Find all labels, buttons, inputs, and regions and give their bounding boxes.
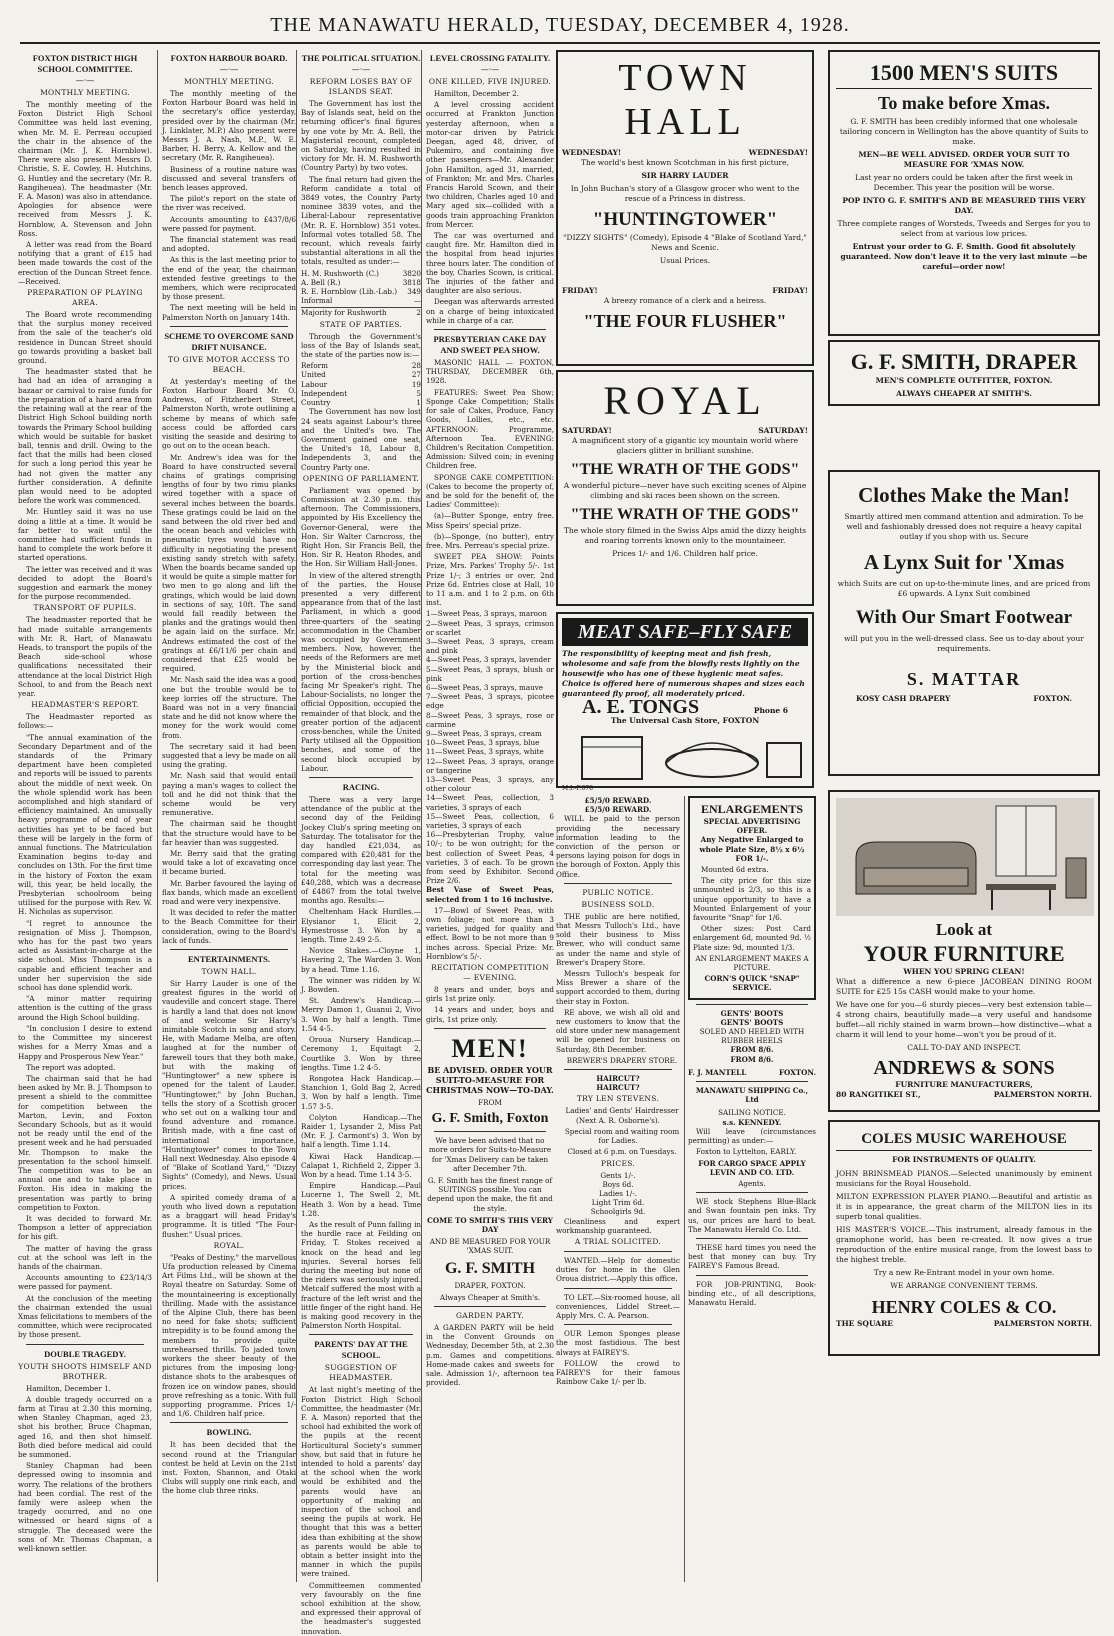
classified-column: £5/5/0 REWARD. £5/5/0 REWARD. WILL be paid to the person providing the necessary information leading to the conviction of the person or persons laying poison for dogs in the borough of Foxton. Apply this Office. PUBLIC NOTICE. BUSINESS SOLD. THE public are here notified, that Messrs Tulloch's Ltd., have sold their business to Miss Brewer, who will conduct same as under the name and style of Brewer's Drapery Store. Messrs Tulloch's bespeak for Miss Brewer a share of the support accorded to them, during their stay in Foxton. RE above, we wish all old and new customers to know that the old store under new management will be opened for business on Saturday, 8th December. BREWER'S DRAPERY STORE. HAIRCUT? HAIRCUT? TRY LEN STEVENS. Ladies' and Gents' Hairdresser (Next A. R. Osborne's). Special room and waiting room for Ladies. Closed at 6 p.m. on Tuesdays. PRICES. Gents 1/-. Boys 6d. Ladies 1/-. Light Trim 6d. Schoolgirls 9d. Cleanliness and expert workmanship guaranteed. A TRIAL SOLICITED. WANTED.—Help for domestic duties for home in the Glen Oroua district.—Apply this office. TO LET.—Six-roomed house, all conveniences, Liddel Street.—Apply Mrs. C. A. Pearson. OUR Lemon Sponges please the most fastidious. The best always at FAIREY'S. FOLLOW the crowd to FAIREY'S for their famous Rainbow Cake 1/- per lb. [556, 796, 680, 1387]
paragraph: Mr. Nash said that would entail paying a man's wages to collect the toll and he did not think that the scheme would be very remunerative. [162, 771, 296, 818]
paragraph: RE above, we wish all old and new customers to know that the old store under new management will be opened for business on Saturday, 8th December. [556, 1007, 680, 1054]
paragraph: Stanley Chapman had been depressed owing to insomnia and worry. The relations of the brothers had been cordial. The rest of the family were asleep when the tragedy occurred, and no one witnessed or heard signs of a struggle. The deceased were the sons of Mr. Thomas Chapman, a well-known settler. [18, 1461, 152, 1554]
list-item: 11—Sweet Peas, 3 sprays, white [426, 747, 544, 757]
paragraph: Empire Handicap.—Paul Lucerne 1, The Swell 2, Mt. Heath 3. Won by a head. Time 1.28. [301, 1181, 421, 1218]
paragraph: Sir Harry Lauder is one of the greatest figures in the world of vaudeville and concert stage. There is hardly a land that does not know of and welcome Sir Harry's inimitable Scotch in song and story. He, with Madame Melba, are often laughed at for the number of farewell tours that they both make, but with the making of "Huntingtower" a new sphere is opened for the talent of Lauder. "Huntingtower," by John Buchan, tells the story of a Scottish grocer who set out on a walking tour and found adventure and romance. British made, with a fine cast of international importance, "Huntingtower" comes to the Town Hall next Wednesday. Also episode 4 of "Blake of Scotland Yard," "Dizzy Sights" (Comedy), and News. Usual prices. [162, 979, 296, 1191]
paragraph: The next meeting will be held in Palmerston North on January 14th. [162, 303, 296, 322]
paragraph: A double tragedy occurred on a farm at Tirau at 2.30 this morning, when Stanley Chapman, aged 23, shot his brother, Bruce Chapman, aged 16, and then shot himself. Both died before medical aid could be summoned. [18, 1394, 152, 1460]
subheadline: OPENING OF PARLIAMENT. [302, 473, 420, 483]
paragraph: FEATURES: Sweet Pea Show; Sponge Cake Competition; Stalls for sale of Cakes, Produce, Fancy Goods, Lollies, etc., etc. AFTERNOON: Programme, Afternoon Tea. EVENING: Children's Recitation Competition. Admission: Silved coin; in evening Children free. [426, 387, 554, 471]
classified-ad: OUR Lemon Sponges please the most fastidious. The best always at FAIREY'S. [556, 1329, 680, 1357]
list-item: 3—Sweet Peas, 3 sprays, cream and pink [426, 636, 554, 656]
list-item: 6—Sweet Peas, 3 sprays, mauve [426, 682, 544, 692]
subheadline: MONTHLY MEETING. [40, 88, 130, 97]
ad-title: TOWN HALL [618, 57, 752, 143]
headline: FOXTON DISTRICT HIGH SCHOOL COMMITTEE. [32, 53, 138, 74]
ad-title: ROYAL [603, 378, 767, 423]
list-item: 13—Sweet Peas, 3 sprays, any other colour [426, 775, 554, 794]
headline: BOWLING. [206, 1427, 252, 1438]
headline: ENTERTAINMENTS. [188, 954, 270, 965]
list-item: 4—Sweet Peas, 3 sprays, lavender [426, 655, 551, 665]
paragraph: The report was adopted. [26, 1062, 116, 1072]
headline: THE POLITICAL SITUATION. [301, 53, 421, 63]
paragraph: The monthly meeting of the Foxton Harbour Board was held in the secretary's office yesterday, presided over by the chairman (Mr. J. Linklater, M.P.) Also present were Messrs J. A. Nash, M.P., W. E. Barber, H. Berry, A. Kellow and the secretary (Mr. R. Rangiheuea). [162, 89, 296, 163]
headline: DOUBLE TRAGEDY. [44, 1348, 126, 1359]
headline: PRESBYTERIAN CAKE DAY AND SWEET PEA SHOW. [433, 334, 547, 356]
paragraph: SPONGE CAKE COMPETITION: (Cakes to become the property of, and be sold for the benefit of, the Ladies' Committee): [426, 472, 554, 510]
paragraph: As this is the last meeting prior to the end of the year, the chairman extended festive greetings to the members, which were reciprocated by those present. [162, 255, 296, 302]
party-row: Labour 19 [301, 379, 421, 389]
paragraph: The Headmaster reported as follows:— [18, 712, 152, 731]
list-item: 10—Sweet Peas, 3 sprays, blue [426, 738, 540, 748]
vote-row: A. Bell (R.) 3818 [301, 277, 421, 287]
party-row: Reform 28 [301, 361, 421, 371]
list-item: 15—Sweet Peas, collection, 6 varieties, 3 sprays of each [426, 811, 554, 831]
paragraph: Business of a routine nature was discussed and several transfers of bench leases approved. [162, 164, 296, 193]
vote-row: H. M. Rushworth (C.) 3820 [301, 268, 421, 278]
party-row: Country 1 [301, 398, 421, 408]
paragraph: Novice Stakes.—Cloyne 1, Havering 2, The Warden 3. Won by a head. Time 1.16. [301, 946, 421, 974]
subheadline: REFORM LOSES BAY OF ISLANDS SEAT. [309, 77, 413, 96]
paragraph: SWEET PEA SHOW: Points Prize, Mrs. Parkes' Trophy 5/-. 1st Prize 1/-; 3 entries or over, 2nd Prize 6d. Entries close at Hall, 10 to 11 a.m. and 1 to 2 p.m. on 6th inst. [426, 552, 554, 608]
classified-ad: WE stock Stephens Blue-Black and Swan fountain pen inks. Try us, our prices are hard to beat. The Manawatu Herald Co. Ltd. [688, 1197, 816, 1234]
paragraph: A level crossing accident occurred at Frankton Junction yesterday afternoon, when a motor-car driven by Patrick Deegan, aged 48, driver, of Pukemiro, and containing five other passengers—Mr. Alexander John Hamilton, aged 31, married, of Frankton; Mr. and Mrs. Charles Francis Harold Scown, and their two children, Charles aged 10 and Mary aged six—collided with a goods train approaching Frankton from Mercer. [426, 100, 554, 229]
list-item: 1—Sweet Peas, 3 sprays, maroon [426, 609, 547, 619]
paragraph: Messrs Tulloch's bespeak for Miss Brewer a share of the support accorded to them, during their stay in Foxton. [556, 969, 680, 1006]
paragraph: Accounts amounting to £437/8/6 were passed for payment. [162, 214, 296, 233]
subheadline: MONTHLY MEETING. [184, 77, 274, 86]
party-table [301, 361, 421, 407]
ad-title: G. F. SMITH, DRAPER [850, 349, 1078, 374]
paragraph: "Peaks of Destiny," the marvellous Ufa production released by Cinema Art Films Ltd., will be shown at the Royal theatre on Saturday. Some of the mountaineering is exceptionally thrilling. Made with the assistance of the Alpine Club, there has been no need for fake shots; sufficient intrepidity is to be found among the members to provide quite unrehearsed thrills. To jaded town workers the sheer beauty of the pictures from the imposing long-distance shots to the arabesques of frozen ice on window panes, should prove refreshing as a tonic. With full supporting programme. Prices 1/- and 1/6. Children half price. [162, 1252, 296, 1419]
subheadline: RECITATION COMPETITION — EVENING. [431, 963, 549, 983]
meat-safe-icon [767, 743, 801, 777]
classified-ad: WANTED.—Help for domestic duties for home in the Glen Oroua district.—Apply this office. [556, 1255, 680, 1284]
paragraph: A GARDEN PARTY will be held in the Convent Grounds on Wednesday, December 5th, at 2.30 p.m. Games and competitions. Home-made cakes and sweets for sale. Admission 1/-, afternoon tea provided. [426, 1322, 554, 1388]
paragraph: "I regret to announce the resignation of Miss J. Thompson, who has for the past two years acted as Assistant-in-charge at the side school. Miss Thompson is a capable and efficient teacher and under her supervision the side school has done splendid work. [18, 918, 152, 993]
subheadline: PREPARATION OF PLAYING AREA. [27, 288, 143, 308]
list-item: 8—Sweet Peas, 3 sprays, rose or carmine [426, 710, 554, 729]
paragraph: Kiwai Hack Handicap.—Calapat 1, Richfield 2, Zipper 3. Won by a head. Time 1.14 3-5. [301, 1151, 421, 1179]
mattar-advert: Clothes Make the Man! Smartly attired men command attention and admiration. To be well and fashionably dressed does not require a heavy capital outlay if you shop with us. Secure A Lynx Suit for 'Xmas which Suits are cut on up-to-the-minute lines, and are priced from £6 upwards. A Lynx Suit combined With Our Smart Footwear will put you in the well-dressed class. See us to-day about your requirements. S. MATTAR KOSY CASH DRAPERY FOXTON. [828, 470, 1100, 776]
paragraph: The monthly meeting of the Foxton District High School Committee was held last evening, when Mr. M. E. Perreau occupied the chair in the absence of the chairman (Mr. J. K. Hornblow). There were also present Messrs D. Christie, S. E. Cowley, H. Hutchins, G. Huntley and the secretary (Mr. R. Rangiheuea). The headmaster (Mr. F. A. Mason) was also in attendance. Apologies for absence were received from Messrs J. K. Hornblow, A. Stevenson and John Ross. [18, 100, 152, 238]
paragraph: At the conclusion of the meeting the chairman extended the usual Xmas felicitations to members of the committee, which were reciprocated by those present. [18, 1293, 153, 1340]
paragraph: The Board wrote recommending that the surplus money received from the sale of the teacher's old residence in Duncan Street should go towards providing a basket ball ground. [18, 310, 152, 366]
subheadline: ROYAL. [213, 1240, 245, 1250]
column-1: FOXTON DISTRICT HIGH SCHOOL COMMITTEE. —·— MONTHLY MEETING. The monthly meeting of the Foxton District High School Committee was held last evening, when Mr. M. E. Perreau occupied the chair in the absence of the chairman (Mr. J. K. Hornblow). There were also present Messrs D. Christie, S. E. Cowley, H. Hutchins, G. Huntley and the secretary (Mr. R. Rangiheuea). The headmaster (Mr. F. A. Mason) was also in attendance. Apologies for absence were received from Messrs J. K. Hornblow, A. Stevenson and John Ross. A letter was read from the Board notifying that a grant of £15 had been made towards the cost of the erection of the Duncan Street fence.—Received. PREPARATION OF PLAYING AREA. The Board wrote recommending that the surplus money received from the sale of the teacher's old residence in Duncan Street should go towards providing a basket ball ground. The headmaster stated that he had had an idea of arranging a bazaar or carnival to raise funds for the preparation of a hard area from the retaining wall at the rear of the District High School building north towards the Primary School building which would be suitable for basket ball, tennis and drill. Owing to the fact that the mills had been closed for such a long period this year he had not given the matter any further consideration. A definite plan would need to be adopted before the work was commenced. Mr. Huntley said it was no use doing a little at a time. It would be far better to wait until the committee had sufficient funds in hand to complete the work before it started operations. The letter was received and it was decided to adopt the Board's suggestion and earmark the money for the purpose recommended. TRANSPORT OF PUPILS. The headmaster reported that he had made suitable arrangements with Mr. R. Hart, of Manawatu Heads, to transport the pupils of the Beach side-school whose qualifications necessitated their attendance at the local District High School, to and from the Beach next year. HEADMASTER'S REPORT. The Headmaster reported as follows:— "The annual examination of the Secondary Department and of the standards of the Primary department have been completed and reports will be issued to parents about the middle of next week. On the whole splendid work has been accomplished and high standard of efficiency maintained. An unusually heavy programme of end of year activities has yet to be faced but these will be largely in the form of annual functions. The Matriculation Examination begins to-day and concludes on 13th. For the first time in the history of Foxton the exam will, this year, be held locally, the Presbyterian schoolroom being utilised for the purpose with Rev. W. H. Nicholas as supervisor. "I regret to announce the resignation of Miss J. Thompson, who has for the past two years acted as Assistant-in-charge at the side school. Miss Thompson is a capable and efficient teacher and under her supervision the side school has done splendid work. "A minor matter requiring attention is the cutting of the grass around the High School building. "In conclusion I desire to extend to the Committee my sincerest wishes for a Merry Xmas and a Happy and Prosperous New Year." The report was adopted. The chairman said that he had been asked by Mr. B. J. Thompson to present a shield to the committee for competition between the Marton, Levin, and Foxton Secondary Schools, but as it would not be ready until the end of the present week and he had persuaded Mr. Thompson to make the presentation to the school himself. The competition was to be an annual one and to take place in Foxton. His idea in making the presentation was partly to bring competition to Foxton. It was decided to forward Mr. Thompson a letter of appreciation for his gift. The matter of having the grass cut at the school was left in the hands of the chairman. Accounts amounting to £23/14/3 were passed for payment. At the conclusion of the meeting the chairman extended the usual Xmas felicitations to members of the committee, which were reciprocated by those present. DOUBLE TRAGEDY. YOUTH SHOOTS HIMSELF AND BROTHER. Hamilton, December 1. A double tragedy occurred on a farm at Tirau at 2.30 this morning, when Stanley Chapman, aged 23, shot his brother, Bruce Chapman, aged 16, and then shot himself. Both died before medical aid could be summoned. Stanley Chapman had been depressed owing to insomnia and worry. The relations of the brothers had been cordial. The rest of the family were asleep when the tragedy occurred, and no one witnessed or heard signs of a struggle. The deceased were the sons of Mr. Thomas Chapman, a well-known settler. [18, 53, 153, 1554]
subheadline: YOUTH SHOOTS HIMSELF AND BROTHER. [18, 1361, 152, 1381]
paragraph: (b)—Sponge, (no butter), entry free. Mrs. Perreau's special prize. [426, 531, 554, 550]
classified-ad: THESE hard times you need the best that money can buy. Try FAIREY'S Famous Bread. [688, 1242, 816, 1271]
party-row: United 27 [301, 370, 421, 380]
paragraph: There was a very large attendance of the public at the second day of the Feilding Jockey Club's spring meeting on Saturday. The totalisator for the day handled £21,034, as compared with £20,481 for the corresponding day last year. The total for the meeting was £40,288, which was a decrease of £4867 from the total twelve months ago. Results:— [301, 795, 421, 906]
headline: RACING. [342, 782, 380, 793]
paragraph: Cheltenham Hack Hurdles.—Elysianor 1, Elicit 2, Hymestrosse 3. Won by a length. Time 2.49 2-5. [301, 907, 421, 945]
paragraph: (a)—Butter Sponge, entry free. Miss Speirs' special prize. [426, 511, 554, 530]
meat-safe-icon [582, 737, 642, 779]
paragraph: Parliament was opened by Commission at 2.30 p.m. this afternoon. The Commissioners, appointed by His Excellency the Governor-General, were the Hon. Sir Walter Carncross, the Right Hon. Sir Francis Bell, the Hon. Sir R. Heaton Rhodes, and the Hon. Sir William Hall-Jones. [301, 485, 421, 569]
paragraph: Committeemen commented very favourably on the fine school exhibition at the show, and expressed their approval of the headmaster's suggested innovation. [301, 1580, 421, 1636]
paragraph: The Government has lost the Bay of Islands seat, held on the returning officer's final figures by one vote by Mr. A. Bell, the Magisterial recount, completed on Saturday, having resulted in victory for Mr. H. M. Rushworth (Country Party) by two votes. [301, 99, 421, 173]
paragraph: A spirited comedy drama of a youth who lived down a reputation as a braggart will head Friday's programme. It is titled "The Four-flusher." Usual prices. [162, 1192, 296, 1239]
enlargements-advert: ENLARGEMENTS SPECIAL ADVERTISING OFFER. Any Negative Enlarged to whole Plate Size, 8½ x 6½ FOR 1/-. Mounted 6d extra. The city price for this size unmounted is 2/3, so this is a unique opportunity to have a Mounted Enlargement of your favourite "Snap" for 1/6. Other sizes: Post Card enlargement 6d, mounted 9d. ½ Plate size: 9d, mounted 1/3. AN ENLARGEMENT MAKES A PICTURE. CORN'S QUICK "SNAP" SERVICE. [688, 796, 816, 1000]
paragraph: "In conclusion I desire to extend to the Committee my sincerest wishes for a Merry Xmas and a Happy and Prosperous New Year." [18, 1023, 152, 1061]
meat-safe-advert: MEAT SAFE–FLY SAFE The responsibility of keeping meat and fish fresh, wholesome and safe from the blowfly rests lightly on the housewife who has one of these hygienic meat safes. Choice is offered here of numerous shapes and sizes each guaranteed fly proof, all moderately priced. A. E. TONGS Phone 6 The Universal Cash Store, FOXTON M.I.-F.078 [556, 612, 814, 788]
headline: PARENTS' DAY AT THE SCHOOL. [314, 1339, 408, 1361]
paragraph: The financial statement was read and adopted. [162, 235, 296, 254]
paragraph: Mr. Berry said that the grating would take a lot of excavating once it became buried. [162, 849, 296, 877]
subheadline: TO GIVE MOTOR ACCESS TO BEACH. [168, 354, 290, 374]
paragraph: THE public are here notified, that Messrs Tulloch's Ltd., have sold their business to Miss Brewer, who will conduct same as under the name and style of Brewer's Drapery Store. [556, 911, 680, 967]
paragraph: Accounts amounting to £23/14/3 were passed for payment. [18, 1273, 152, 1292]
paragraph: Through the Government's loss of the Bay of Islands seat, the state of the parties now is:— [301, 331, 421, 360]
list-item: 16—Presbyterian Trophy, value 10/-; to be won outright; for the best collection of Sweet Peas, 4 varieties, 3 of each. To be grown from seed by Exhibitor. Second Prize 2/6. [426, 830, 554, 886]
list-item: 9—Sweet Peas, 3 sprays, cream [426, 729, 542, 738]
paragraph: "The annual examination of the Secondary Department and of the standards of the Primary department have been completed and reports will be issued to parents about the middle of next week. On the whole splendid work has been accomplished and high standard of efficiency maintained. An unusually heavy programme of end of year activities has yet to be faced but these will be largely in the form of annual functions. The Matriculation Examination begins to-day and concludes on 13th. For the first time in the history of Foxton the exam will, this year, be held locally, the Presbyterian schoolroom being utilised for the purpose with Rev. W. H. Nicholas as supervisor. [18, 732, 152, 917]
paragraph: It has been decided that the second round at the Triangular contest be held at Levin on the 21st inst. Foxton, Shannon, and Otaki Clubs will supply one rink each, and the home club three rinks. [162, 1440, 296, 1496]
gf-smith-advert: G. F. SMITH, DRAPER MEN'S COMPLETE OUTFITTER, FOXTON. ALWAYS CHEAPER AT SMITH'S. [828, 340, 1100, 406]
paragraph: The letter was received and it was decided to adopt the Board's suggestion and earmark the money for the purpose recommended. [18, 564, 152, 602]
paragraph: It was decided to refer the matter to the Beach Committee for their consideration, owing to the Board's lack of funds. [162, 908, 296, 945]
paragraph: Oroua Nursery Handicap.—Ceremony 1, Equitagt 2, Courtlike 3. Won by three lengths. Time 1.2 4-5. [301, 1035, 421, 1072]
sweet-pea-list [426, 609, 554, 885]
paragraph: MASONIC HALL — FOXTON, THURSDAY, DECEMBER 6th, 1928. [426, 358, 554, 386]
masthead: THE MANAWATU HERALD, TUESDAY, DECEMBER 4, 1928. [20, 14, 1100, 44]
subheadline: STATE OF PARTIES. [319, 319, 403, 329]
paragraph: "A minor matter requiring attention is the cutting of the grass around the High School building. [18, 994, 152, 1022]
list-item: 12—Sweet Peas, 3 sprays, orange or tangerine [426, 756, 554, 775]
film-title: "THE FOUR FLUSHER" [583, 311, 787, 331]
paragraph: The car was overturned and caught fire. Mr. Hamilton died in the hospital from head injuries three hours later. The condition of the boy, Charles Scown, is critical. The injuries of the father and daughter are also serious. [426, 231, 554, 296]
paragraph: Deegan was afterwards arrested on a charge of being intoxicated while in charge of a car. [426, 297, 554, 325]
ad-title: MEAT SAFE–FLY SAFE [562, 618, 808, 646]
paragraph: The pilot's report on the state of the river was received. [162, 194, 296, 213]
royal-advert: ROYAL SATURDAY! SATURDAY! A magnificent story of a gigantic icy mountain world where glaciers glitter in brilliant sunshine. "THE WRATH OF THE GODS" A wonderful picture—never have such exciting scenes of Alpine climbing and ski races been shown on the screen. "THE WRATH OF THE GODS" The whole story filmed in the Swiss Alps amid the dizzy heights and roaring torrents known only to the mountaineer. Prices 1/- and 1/6. Children half price. [556, 370, 814, 606]
headline: LEVEL CROSSING FATALITY. [429, 53, 551, 63]
film-title: "THE WRATH OF THE GODS" [570, 461, 800, 478]
paragraph: The winner was ridden by W. J. Bowden. [301, 975, 421, 995]
ad-title: 1500 MEN'S SUITS [836, 58, 1092, 89]
paragraph: Hamilton, December 1. [26, 1383, 111, 1393]
paragraph: The chairman said that he had been asked by Mr. B. J. Thompson to present a shield to the committee for competition between the Marton, Levin, and Foxton Secondary Schools, but as it would not be ready until the end of the present week and he had persuaded Mr. Thompson to make the presentation to the school himself. The competition was to be an annual one and to take place in Foxton. His idea in making the presentation was partly to bring competition to Foxton. [18, 1073, 152, 1212]
table-icon [986, 884, 1056, 890]
enlargements-column: ENLARGEMENTS SPECIAL ADVERTISING OFFER. Any Negative Enlarged to whole Plate Size, 8½ x 6½ FOR 1/-. Mounted 6d extra. The city price for this size unmounted is 2/3, so this is a unique opportunity to have a Mounted Enlargement of your favourite "Snap" for 1/6. Other sizes: Post Card enlargement 6d, mounted 9d. ½ Plate size: 9d, mounted 1/3. AN ENLARGEMENT MAKES A PICTURE. CORN'S QUICK "SNAP" SERVICE. GENTS' BOOTS GENTS' BOOTS SOLED AND HEELED WITH RUBBER HEELS FROM 8/6. FROM 8/6. F. J. MANTELL FOXTON. MANAWATU SHIPPING Co., Ltd SAILING NOTICE. s.s. KENNEDY. Will leave (circumstances permitting) as under:— Foxton to Lyttelton, EARLY. FOR CARGO SPACE APPLY LEVIN AND CO. LTD. Agents. WE stock Stephens Blue-Black and Swan fountain pen inks. Try us, our prices are hard to beat. The Manawatu Herald Co. Ltd. THESE hard times you need the best that money can buy. Try FAIREY'S Famous Bread. FOR JOB-PRINTING, Book-binding etc., of all descriptions, Manawatu Herald. [684, 796, 816, 1582]
paragraph: Mr. Nash said the idea was a good one but the trouble would be to keep lorries off the structure. The Board was not in a very financial state and he did not know where the money for the work would come from. [162, 675, 296, 740]
paragraph: In view of the altered strength of the parties, the House presented a very different appearance from that of the last Parliament, in which a good three-quarters of the seating accommodation in the Chamber was occupied by Government members. Now, however, the needs of the Reformers are met by the Ministerial block and portion of the cross-benches facing Mr Speaker's right. The Labour-Socialists, no longer the official Opposition, occupied the remainder of that block, and the greater portion of the adjacent cross-benches, while the United Party utilised all the Opposition benches, and some of the second block occupied by Labour. [301, 570, 421, 773]
meat-safe-illustration [562, 729, 810, 781]
paragraph: The Government has now lost 24 seats against Labour's three and the United's two. The Government gained one seat, the United's 18, Labour 8, Independents 3, and the Country Party one. [301, 407, 421, 472]
andrews-advert: Look at YOUR FURNITURE WHEN YOU SPRING CLEAN! What a difference a new 6-piece JACOBEAN DINING ROOM SUITE for £25 15s CASH would make to your home. We have one for you—6 sturdy pieces—very best extension table—4 strong chairs, beautifully made—a very useful and handsome buffet—all richly stained in warm brown—how distinctive—what a charm it will lend to your home—won't you be proud of it. CALL TO-DAY AND INSPECT. ANDREWS & SONS FURNITURE MANUFACTURERS, 80 RANGITIKEI ST., PALMERSTON NORTH. [828, 790, 1100, 1112]
paragraph: Rongotea Hack Handicap.—Stanchion 1, Gold Bag 2, Acred 3. Won by half a length. Time 1.57 3-5. [301, 1073, 421, 1111]
paragraph: St. Andrew's Handicap.—Merry Damon 1, Guanui 2, Vivo 3. Won by half a length. Time 1.54 4-5. [301, 996, 421, 1033]
paragraph: Mr. Andrew's idea was for the Board to have constructed several chains of gratings comprising lengths of four by two rimu planks wired together with a space of several inches between the boards. These gratings could be laid on the sand between the old river bed and the ocean beach and vehicles with pneumatic tyres would have no difficulty in negotiating the present existing sandy stretch with safety. When the boards became sanded up it would be quite a simple matter for two men to go along and lift the gratings, which would be laid down in sections of say, 10ft. The sand would fall readily between the planks and the gratings would then be again laid on the surface. Mr. Andrews estimated the cost of the gratings at £6/11/6 per chain and considered that £25 would be required. [162, 452, 296, 674]
classified-ad: FOLLOW the crowd to FAIREY'S for their famous Rainbow Cake 1/- per lb. [556, 1358, 680, 1387]
column-2: FOXTON HARBOUR BOARD. —·— MONTHLY MEETING. The monthly meeting of the Foxton Harbour Board was held in the secretary's office yesterday, presided over by the chairman (Mr. J. Linklater, M.P.) Also present were Messrs J. A. Nash, M.P., W. E. Barber, H. Berry, A. Kellow and the secretary (Mr. R. Rangiheuea). Business of a routine nature was discussed and several transfers of bench leases approved. The pilot's report on the state of the river was received. Accounts amounting to £437/8/6 were passed for payment. The financial statement was read and adopted. As this is the last meeting prior to the end of the year, the chairman extended festive greetings to the members, which were reciprocated by those present. The next meeting will be held in Palmerston North on January 14th. SCHEME TO OVERCOME SAND DRIFT NUISANCE. TO GIVE MOTOR ACCESS TO BEACH. At yesterday's meeting of the Foxton Harbour Board Mr. O. Andrews, of Fitzherbert Street, Palmerston North, wrote outlining a scheme by means of which safe access could be afforded cars visiting the seaside and desiring to go out on to the ocean beach. Mr. Andrew's idea was for the Board to have constructed several chains of gratings comprising lengths of four by two rimu planks wired together with a space of several inches between the boards. These gratings could be laid on the sand between the old river bed and the ocean beach and vehicles with pneumatic tyres would have no difficulty in negotiating the present existing sandy stretch with safety. When the boards became sanded up it would be quite a simple matter for two men to go along and lift the gratings, which would be laid down in sections of say, 10ft. The sand would fall readily between the planks and the gratings would then be again laid on the surface. Mr. Andrews estimated the cost of the gratings at £6/11/6 per chain and considered that £25 would be required. Mr. Nash said the idea was a good one but the trouble would be to keep lorries off the structure. The Board was not in a very financial state and he did not know where the money for the work would come from. The secretary said it had been suggested that a levy be made on all using the grating. Mr. Nash said that would entail paying a man's wages to collect the toll and he did not think that the scheme would be very remunerative. The chairman said he thought that the structure would have to be far heavier than was suggested. Mr. Berry said that the grating would take a lot of excavating once it became buried. Mr. Barber favoured the laying of flax bands, which made an excellent road and were very inexpensive. It was decided to refer the matter to the Beach Committee for their consideration, owing to the Board's lack of funds. ENTERTAINMENTS. TOWN HALL. Sir Harry Lauder is one of the greatest figures in the world of vaudeville and concert stage. There is hardly a land that does not know of and welcome Sir Harry's inimitable Scotch in song and story. He, with Madame Melba, are often laughed at for the number of farewell tours that they both make, but with the making of "Huntingtower" a new sphere is opened for the talent of Lauder. "Huntingtower," by John Buchan, tells the story of a Scottish grocer who set out on a walking tour and found adventure and romance. British made, with a fine cast of international importance, "Huntingtower" comes to the Town Hall next Wednesday. Also episode 4 of "Blake of Scotland Yard," "Dizzy Sights" (Comedy), and News. Usual prices. A spirited comedy drama of a youth who lived down a reputation as a braggart will head Friday's programme. It is titled "The Four-flusher." Usual prices. ROYAL. "Peaks of Destiny," the marvellous Ufa production released by Cinema Art Films Ltd., will be shown at the Royal theatre on Saturday. Some of the mountaineering is exceptionally thrilling. Made with the assistance of the Alpine Club, there has been no need for fake shots; sufficient intrepidity is to be found among the members to provide quite unrehearsed thrills. To jaded town workers the sheer beauty of the pictures from the imposing long-distance shots to the arabesques of frozen ice on window panes, should prove refreshing as a tonic. With full supporting programme. Prices 1/- and 1/6. Children half price. BOWLING. It has been decided that the second round at the Triangular contest be held at Levin on the 21st inst. Foxton, Shannon, and Otaki Clubs will supply one rink each, and the home club three rinks. [157, 50, 296, 1582]
paragraph: The secretary said it had been suggested that a levy be made on all using the grating. [162, 741, 296, 770]
film-title: "THE WRATH OF THE GODS" [570, 506, 800, 523]
paragraph: The chairman said he thought that the structure would have to be far heavier than was suggested. [162, 819, 296, 847]
subheadline: SUGGESTION OF HEADMASTER. [324, 1363, 398, 1383]
furniture-illustration [836, 798, 1094, 916]
paragraph: A letter was read from the Board notifying that a grant of £15 had been made towards the cost of the erection of the Duncan Street fence.—Received. [18, 240, 152, 286]
ad-title: Clothes Make the Man! [858, 483, 1070, 507]
coles-advert: COLES MUSIC WAREHOUSE FOR INSTRUMENTS OF QUALITY. JOHN BRINSMEAD PIANOS.—Selected unanimously by eminent musicians for the Royal Household. MILTON EXPRESSION PLAYER PIANO.—Beautiful and artistic as it is in appearance, the great charm of the MILTON lies in its superb tonal qualities. HIS MASTER'S VOICE.—This instrument, already famous in the gramophone world, has been re-created. It now gives a true reproduction of the entire musical range, from the lowest bass to the highest treble. Try a new Re-Entrant model in your own home. WE ARRANGE CONVENIENT TERMS. HENRY COLES & CO. THE SQUARE PALMERSTON NORTH. [828, 1120, 1100, 1356]
paragraph: The headmaster stated that he had had an idea of arranging a bazaar or carnival to raise funds for the preparation of a hard area from the retaining wall at the rear of the District High School building north towards the Primary School building which would be suitable for basket ball, tennis and drill. Owing to the fact that the mills had been closed for such a long period this year he had not given the matter any further consideration. A definite plan would need to be adopted before the work was commenced. [18, 367, 152, 506]
paragraph: Mr. Huntley said it was no use doing a little at a time. It would be far better to wait until the committee had sufficient funds in hand to complete the work before it started operations. [18, 507, 152, 563]
paragraph: 8 years and under, boys and girls 1st prize only. [426, 985, 554, 1004]
men-advert: MEN! BE ADVISED. ORDER YOUR SUIT-TO-MEASURE FOR CHRISTMAS NOW—TO-DAY. FROM G. F. Smith, Foxton We have been advised that no more orders for Suits-to-Measure for 'Xmas Delivery can be taken after December 7th. G. F. Smith has the finest range of SUITINGS possible. You can depend upon the make, the fit and the style. COME TO SMITH'S THIS VERY DAY AND BE MEASURED FOR YOUR 'XMAS SUIT. G. F. SMITH DRAPER, FOXTON. Always Cheaper at Smith's. [426, 1033, 554, 1302]
list-item: 5—Sweet Peas, 3 sprays, blush or pink [426, 664, 554, 683]
paragraph: The final return had given the Reform candidate a total of 3849 votes, the Country Party nominee 3839 votes, and the Liberal-Labour representative (Mr. R. E. Hornblow) 351 votes. Informal votes totalled 58. The recount, which reveals fairly substantial alterations in all the totals, resulted as under:— [301, 174, 421, 267]
paragraph: At last night's meeting of the Foxton District High School Committee, the headmaster (Mr. F. A. Mason) reported that the school had exhibited the work of the pupils at the recent Horticultural Society's summer show, but said that in future he intended to hold a parents' day at the school when the work would be exhibited and the parents would have an opportunity of making an inspection of the school and seeing the pupils at work. He thought that this was a better idea than exhibiting at the show as parents would be able to obtain a better insight into the manner in which the pupils were trained. [301, 1385, 421, 1579]
classified-ad: FOR JOB-PRINTING, Book-binding etc., of all descriptions, Manawatu Herald. [688, 1279, 816, 1307]
vote-row: Majority for Rushworth 2 [301, 308, 421, 318]
suits-advert: 1500 MEN'S SUITS To make before Xmas. G. F. SMITH has been credibly informed that one wholesale tailoring concern in Wellington has the above quantity of Suits to make. MEN—BE WELL ADVISED. ORDER YOUR SUIT TO MEASURE FOR 'XMAS NOW. Last year no orders could be taken after the first week in December. This year the position will be worse. POP INTO G. F. SMITH'S AND BE MEASURED THIS VERY DAY. Three complete ranges of Worsteds, Tweeds and Serges for you to select from at various low prices. Entrust your order to G. F. Smith. Good fit absolutely guaranteed. Now don't leave it to the very last minute —be careful—order now! [828, 50, 1100, 336]
town-hall-advert: TOWN HALL WEDNESDAY! WEDNESDAY! The world's best known Scotchman in his first picture, SIR HARRY LAUDER In John Buchan's story of a Glasgow grocer who went to the rescue of a Princess in distress. "HUNTINGTOWER" "DIZZY SIGHTS" (Comedy), Episode 4 "Blake of Scotland Yard," News and Scenic. Usual Prices. FRIDAY! FRIDAY! A breezy romance of a clerk and a heiress. "THE FOUR FLUSHER" [556, 50, 814, 366]
paragraph: Colyton Handicap.—The Raider 1, Lysander 2, Miss Pat (Mr. F. J. Carmont's) 3. Won by half a length. Time 1.14. [301, 1112, 421, 1150]
paragraph: WILL be paid to the person providing the necessary information leading to the conviction of the person or persons laying poison for dogs in the borough of Foxton. Apply this Office. [556, 814, 680, 879]
ad-title: MEN! [451, 1033, 529, 1063]
subheadline: HEADMASTER'S REPORT. [31, 700, 139, 710]
chair-icon [1066, 858, 1086, 898]
vote-row: Informal — [301, 296, 421, 306]
vote-table [301, 269, 421, 318]
paragraph: 17—Bowl of Sweet Peas, with own foliage; not more than 3 varieties, judged for quality and effect. Bowl to be not more than 9 inches across. Special Prize: Mr. Hornblow's 5/-. [426, 905, 554, 961]
list-item: 2—Sweet Peas, 3 sprays, crimson or scarlet [426, 618, 554, 637]
headline: SCHEME TO OVERCOME SAND DRIFT NUISANCE. [164, 330, 294, 352]
headline: FOXTON HARBOUR BOARD. [170, 53, 288, 63]
paragraph: The headmaster reported that he had made suitable arrangements with Mr. R. Hart, of Manawatu Heads, to transport the pupils of the Beach side-school whose qualifications necessitated their attendance at the local District High School, to and from the Beach next year. [18, 615, 152, 698]
column-4: LEVEL CROSSING FATALITY. —·— ONE KILLED, FIVE INJURED. Hamilton, December 2. A level crossing accident occurred at Frankton Junction yesterday afternoon, when a motor-car driven by Patrick Deegan, aged 48, driver, of Pukemiro, and containing five other passengers—Mr. Alexander John Hamilton, aged 31, married, of Frankton; Mr. and Mrs. Charles Francis Harold Scown, and their two children, Charles aged 10 and Mary aged six—collided with a goods train approaching Frankton from Mercer. The car was overturned and caught fire. Mr. Hamilton died in the hospital from head injuries three hours later. The condition of the boy, Charles Scown, is critical. The injuries of the father and daughter are also serious. Deegan was afterwards arrested on a charge of being intoxicated while in charge of a car. PRESBYTERIAN CAKE DAY AND SWEET PEA SHOW. MASONIC HALL — FOXTON, THURSDAY, DECEMBER 6th, 1928. FEATURES: Sweet Pea Show; Sponge Cake Competition; Stalls for sale of Cakes, Produce, Fancy Goods, Lollies, etc., etc. AFTERNOON: Programme, Afternoon Tea. EVENING: Children's Recitation Competition. Admission: Silved coin; in evening Children free. SPONGE CAKE COMPETITION: (Cakes to become the property of, and be sold for the benefit of, the Ladies' Committee): (a)—Butter Sponge, entry free. Miss Speirs' special prize. (b)—Sponge, (no butter), entry free. Mrs. Perreau's special prize. SWEET PEA SHOW: Points Prize, Mrs. Parkes' Trophy 5/-. 1st Prize 1/-; 3 entries or over, 2nd Prize 6d. Entries close at Hall, 10 to 11 a.m. and 1 to 2 p.m. on 6th inst. 1—Sweet Peas, 3 sprays, maroon 2—Sweet Peas, 3 sprays, crimson or scarlet 3—Sweet Peas, 3 sprays, cream and pink 4—Sweet Peas, 3 sprays, lavender 5—Sweet Peas, 3 sprays, blush or pink 6—Sweet Peas, 3 sprays, mauve 7—Sweet Peas, 3 sprays, picotee edge 8—Sweet Peas, 3 sprays, rose or carmine 9—Sweet Peas, 3 sprays, cream 10—Sweet Peas, 3 sprays, blue 11—Sweet Peas, 3 sprays, white 12—Sweet Peas, 3 sprays, orange or tangerine 13—Sweet Peas, 3 sprays, any other colour 14—Sweet Peas, collection, 3 varieties, 3 sprays of each 15—Sweet Peas, collection, 6 varieties, 3 sprays of each 16—Presbyterian Trophy, value 10/-; to be won outright; for the best collection of Sweet Peas, 4 varieties, 3 of each. To be grown from seed by Exhibitor. Second Prize 2/6. Best Vase of Sweet Peas, selected from 1 to 16 inclusive. 17—Bowl of Sweet Peas, with own foliage; not more than 3 varieties, judged for quality and effect. Bowl to be not more than 9 inches across. Special Prize: Mr. Hornblow's 5/-. RECITATION COMPETITION — EVENING. 8 years and under, boys and girls 1st prize only. 14 years and under, boys and girls, 1st prize only. MEN! BE ADVISED. ORDER YOUR SUIT-TO-MEASURE FOR CHRISTMAS NOW—TO-DAY. FROM G. F. Smith, Foxton We have been advised that no more orders for Suits-to-Measure for 'Xmas Delivery can be taken after December 7th. G. F. Smith has the finest range of SUITINGS possible. You can depend upon the make, the fit and the style. COME TO SMITH'S THIS VERY DAY AND BE MEASURED FOR YOUR 'XMAS SUIT. G. F. SMITH DRAPER, FOXTON. Always Cheaper at Smith's. GARDEN PARTY. A GARDEN PARTY will be held in the Convent Grounds on Wednesday, December 5th, at 2.30 p.m. Games and competitions. Home-made cakes and sweets for sale. Admission 1/-, afternoon tea provided. [421, 50, 554, 1582]
subheadline: GARDEN PARTY. [455, 1310, 525, 1320]
classified-ad: TO LET.—Six-roomed house, all conveniences, Liddel Street.—Apply Mrs. C. A. Pearson. [556, 1292, 680, 1320]
list-item: 7—Sweet Peas, 3 sprays, picotee edge [426, 692, 554, 711]
list-item: 14—Sweet Peas, collection, 3 varieties, 3 sprays of each [426, 793, 554, 812]
film-title: "HUNTINGTOWER" [592, 209, 778, 230]
paragraph: The matter of having the grass cut at the school was left in the hands of the chairman. [18, 1243, 152, 1271]
paragraph: Hamilton, December 2. [434, 89, 519, 98]
party-row: Independent 5 [301, 388, 421, 398]
paragraph: 14 years and under, boys and girls, 1st prize only. [426, 1005, 554, 1024]
paragraph: It was decided to forward Mr. Thompson a letter of appreciation for his gift. [18, 1213, 152, 1242]
column-3: THE POLITICAL SITUATION. —·— REFORM LOSES BAY OF ISLANDS SEAT. The Government has lost the Bay of Islands seat, held on the returning officer's final figures by one vote by Mr. A. Bell, the Magisterial recount, completed on Saturday, having resulted in victory for Mr. H. M. Rushworth (Country Party) by two votes. The final return had given the Reform candidate a total of 3849 votes, the Country Party nominee 3839 votes, and the Liberal-Labour representative (Mr. R. E. Hornblow) 351 votes. Informal votes totalled 58. The recount, which reveals fairly substantial alterations in all the totals, resulted as under:— H. M. Rushworth (C.) 3820 A. Bell (R.) 3818 R. E. Hornblow (Lib.-Lab.) 349 Informal — Majority for Rushworth 2 STATE OF PARTIES. Through the Government's loss of the Bay of Islands seat, the state of the parties now is:— Reform 28 United 27 Labour 19 Independent 5 Country 1 The Government has now lost 24 seats against Labour's three and the United's two. The Government gained one seat, the United's 18, Labour 8, Independents 3, and the Country Party one. OPENING OF PARLIAMENT. Parliament was opened by Commission at 2.30 p.m. this afternoon. The Commissioners, appointed by His Excellency the Governor-General, were the Hon. Sir Walter Carncross, the Right Hon. Sir Francis Bell, the Hon. Sir R. Heaton Rhodes, and the Hon. Sir William Hall-Jones. In view of the altered strength of the parties, the House presented a very different appearance from that of the last Parliament, in which a good three-quarters of the seating accommodation in the Chamber was occupied by Government members. Now, however, the needs of the Reformers are met by the Ministerial block and portion of the cross-benches facing Mr Speaker's right. The Labour-Socialists, no longer the official Opposition, occupied the remainder of that block, and the greater portion of the adjacent cross-benches, while the United Party utilised all the Opposition benches, and some of the second block occupied by Labour. RACING. There was a very large attendance of the public at the second day of the Feilding Jockey Club's spring meeting on Saturday. The totalisator for the day handled £21,034, as compared with £20,481 for the corresponding day last year. The total for the meeting was £40,288, which was a decrease of £4867 from the total twelve months ago. Results:— Cheltenham Hack Hurdles.—Elysianor 1, Elicit 2, Hymestrosse 3. Won by a length. Time 2.49 2-5. Novice Stakes.—Cloyne 1, Havering 2, The Warden 3. Won by a head. Time 1.16. The winner was ridden by W. J. Bowden. St. Andrew's Handicap.—Merry Damon 1, Guanui 2, Vivo 3. Won by half a length. Time 1.54 4-5. Oroua Nursery Handicap.—Ceremony 1, Equitagt 2, Courtlike 3. Won by three lengths. Time 1.2 4-5. Rongotea Hack Handicap.—Stanchion 1, Gold Bag 2, Acred 3. Won by half a length. Time 1.57 3-5. Colyton Handicap.—The Raider 1, Lysander 2, Miss Pat (Mr. F. J. Carmont's) 3. Won by half a length. Time 1.14. Kiwai Hack Handicap.—Calapat 1, Richfield 2, Zipper 3. Won by a head. Time 1.14 3-5. Empire Handicap.—Paul Lucerne 1, The Swell 2, Mt. Heath 3. Won by a head. Time 1.28. As the result of Punn falling in the hurdle race at Feilding on Friday, T. Stokes received a knock on the head and leg injuries. Several horses fell during the meeting but none of the riders was seriously injured. Metcalf suffered the most with a fracture of the left wrist and the little finger of the right hand. He is making good recovery in the Palmerston North Hospital. PARENTS' DAY AT THE SCHOOL. SUGGESTION OF HEADMASTER. At last night's meeting of the Foxton District High School Committee, the headmaster (Mr. F. A. Mason) reported that the school had exhibited the work of the pupils at the recent Horticultural Society's summer show, but said that in future he intended to hold a parents' day at the school when the work would be exhibited and the parents would have an opportunity of making an inspection of the school and seeing the pupils at work. He thought that this was a better idea than exhibiting at the show as parents would be able to obtain a better insight into the manner in which the pupils were trained. Committeemen commented very favourably on the fine school exhibition at the show, and expressed their approval of the headmaster's suggested innovation. [296, 50, 421, 1582]
subheadline: ONE KILLED, FIVE INJURED. [428, 77, 552, 86]
vote-row: R. E. Hornblow (Lib.-Lab.) 349 [301, 287, 421, 297]
subheadline: TOWN HALL. [201, 967, 257, 977]
subheadline: TRANSPORT OF PUPILS. [33, 603, 137, 613]
paragraph: Mr. Barber favoured the laying of flax bands, which made an excellent road and were very inexpensive. [162, 878, 296, 907]
ad-title: COLES MUSIC WAREHOUSE [836, 1128, 1092, 1151]
paragraph: As the result of Punn falling in the hurdle race at Feilding on Friday, T. Stokes received a knock on the head and leg injuries. Several horses fell during the meeting but none of the riders was seriously injured. Metcalf suffered the most with a fracture of the left wrist and the little finger of the right hand. He is making good recovery in the Palmerston North Hospital. [301, 1219, 421, 1331]
paragraph: At yesterday's meeting of the Foxton Harbour Board Mr. O. Andrews, of Fitzherbert Street, Palmerston North, wrote outlining a scheme by means of which safe access could be afforded cars visiting the seaside and desiring to go out on to the ocean beach. [162, 376, 296, 451]
paragraph: Best Vase of Sweet Peas, selected from 1 to 16 inclusive. [426, 885, 554, 904]
